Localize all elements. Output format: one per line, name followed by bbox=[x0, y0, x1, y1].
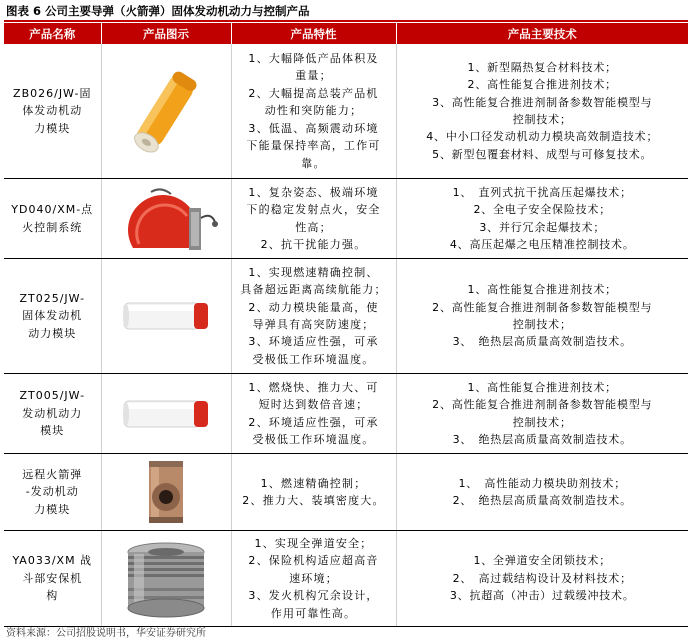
header-product-tech: 产品主要技术 bbox=[396, 23, 688, 44]
table-row bbox=[4, 179, 688, 259]
table-row bbox=[4, 374, 688, 454]
product-image-cell bbox=[101, 179, 231, 259]
product-tech-cell: 1、全弹道安全闭锁技术； 2、 高过载结构设计及材料技术； 3、抗超高（冲击）过载缓冲技术。 bbox=[396, 531, 688, 627]
product-image-cell bbox=[101, 44, 231, 179]
product-features-cell: 1、实现全弹道安全； 2、保险机构适应超高音 速环境； 3、发火机构冗余设计， 作用可靠性高。 bbox=[231, 531, 396, 627]
product-tech-cell: 1、高性能复合推进剂技术； 2、高性能复合推进剂制备参数智能模型与 控制技术； 3、 绝热层高质量高效制造技术。 bbox=[396, 259, 688, 374]
source-note: 资料来源：公司招股说明书，华安证券研究所 bbox=[6, 628, 206, 639]
product-name-cell: 远程火箭弹 -发动机动 力模块 bbox=[4, 454, 101, 531]
product-tech-cell: 1、新型隔热复合材料技术； 2、高性能复合推进剂技术； 3、高性能复合推进剂制备参数智能模型与 控制技术； 4、中小口径发动机动力模块高效制造技术； 5、新型包覆套材料、成型与可修复技术。 bbox=[396, 44, 688, 179]
table-row bbox=[4, 259, 688, 374]
product-tech-cell: 1、高性能复合推进剂技术； 2、高性能复合推进剂制备参数智能模型与 控制技术； 3、 绝热层高质量高效制造技术。 bbox=[396, 374, 688, 454]
product-features-cell: 1、燃烧快、推力大、可 短时达到数倍音速； 2、环境适应性强，可承 受极低工作环境温度。 bbox=[231, 374, 396, 454]
product-tech-cell: 1、 直列式抗干扰高压起爆技术； 2、全电子安全保险技术； 3、并行冗余起爆技术； 4、高压起爆之电压精准控制技术。 bbox=[396, 179, 688, 259]
table-row bbox=[4, 531, 688, 627]
title-rule bbox=[4, 20, 688, 22]
product-features-cell: 1、复杂姿态、极端环境 下的稳定发射点火，安全 性高； 2、抗干扰能力强。 bbox=[231, 179, 396, 259]
table-header-row bbox=[4, 23, 688, 44]
product-name-cell: ZB026/JW-固 体发动机动 力模块 bbox=[4, 44, 101, 179]
red-dome-ignition-device-image bbox=[111, 182, 221, 256]
product-tech-cell: 1、 高性能动力模块助剂技术； 2、 绝热层高质量高效制造技术。 bbox=[396, 454, 688, 531]
product-features-cell: 1、大幅降低产品体积及 重量； 2、大幅提高总装产品机 动性和突防能力； 3、低温、高频震动环境 下能量保持率高，工作可 靠。 bbox=[231, 44, 396, 179]
figure-title: 图表 6 公司主要导弹（火箭弹）固体发动机动力与控制产品 bbox=[6, 4, 310, 18]
product-features-cell: 1、实现燃速精确控制、 具备超远距离高续航能力； 2、动力模块能量高，使 导弹具有高突防速度； 3、环境适应性强，可承 受极低工作环境温度。 bbox=[231, 259, 396, 374]
product-image-cell bbox=[101, 259, 231, 374]
orange-cylinder-module-image bbox=[111, 51, 221, 171]
white-cylinder-red-cap-image bbox=[118, 293, 214, 339]
header-product-name: 产品名称 bbox=[4, 23, 101, 44]
product-image-cell bbox=[101, 374, 231, 454]
table-row bbox=[4, 44, 688, 179]
product-image-cell bbox=[101, 454, 231, 531]
product-name-cell: YD040/XM-点 火控制系统 bbox=[4, 179, 101, 259]
white-cylinder-red-cap-image bbox=[118, 391, 214, 437]
table-row bbox=[4, 454, 688, 531]
header-product-image: 产品图示 bbox=[101, 23, 231, 44]
product-name-cell: ZT025/JW- 固体发动机 动力模块 bbox=[4, 259, 101, 374]
product-name-cell: ZT005/JW- 发动机动力 模块 bbox=[4, 374, 101, 454]
product-table bbox=[4, 23, 688, 627]
product-name-cell: YA033/XM 战 斗部安保机 构 bbox=[4, 531, 101, 627]
metal-threaded-cylinder-image bbox=[120, 538, 212, 620]
product-image-cell bbox=[101, 531, 231, 627]
rocket-motor-tube-image bbox=[131, 457, 201, 527]
product-features-cell: 1、燃速精确控制； 2、推力大、装填密度大。 bbox=[231, 454, 396, 531]
header-product-features: 产品特性 bbox=[231, 23, 396, 44]
